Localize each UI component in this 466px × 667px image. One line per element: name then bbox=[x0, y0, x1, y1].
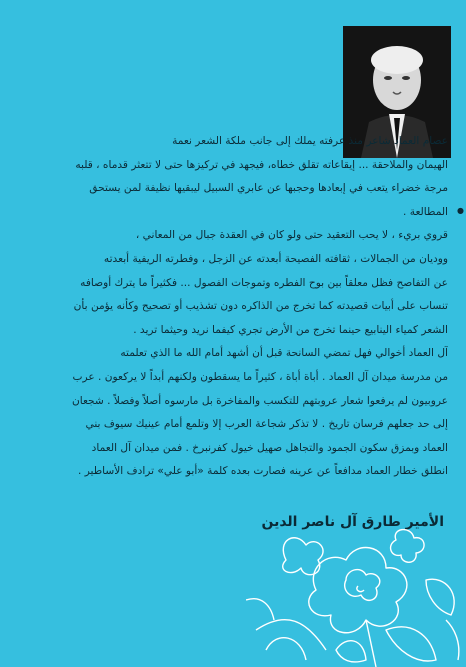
blurb-line: عروبيون لم يرفعوا شعار عروبتهم للتكسب والمفاخرة بل مارسوه أصلاً وفصلاً . شجعان bbox=[71, 394, 448, 407]
edge-mark-icon: ● bbox=[457, 206, 464, 215]
blurb-line: العماد وبمزق سكون الجمود والتجاهل صهيل خيول كفرنبرخ . فمن ميدان آل العماد bbox=[91, 441, 448, 454]
flower-illustration bbox=[246, 520, 466, 667]
blurb-line: عصام العماد شاعر منذ عرفته يملك إلى جانب ملكة الشعر نعمة bbox=[172, 135, 448, 147]
blurb-line: قروي بريء ، لا يحب التعقيد حتى ولو كان في العقدة جبال من المعاني ، bbox=[135, 229, 448, 242]
blurb-line: تنساب على أبيات قصيدته كما تخرج من الذاكره دون تشذيب أو تصحيح وكأنه يؤمن بأن bbox=[73, 300, 448, 313]
blurb-line: من مدرسة ميدان آل العماد . أباة أباة ، كثيراً ما يسقطون ولكنهم أبداً لا يركعون . عرب bbox=[72, 370, 448, 383]
blurb-line: مرجة خضراء يتعب في إبعادها وحجبها عن عابري السبيل ليبقيها نظيفة لمن يستحق bbox=[89, 182, 448, 195]
blurb-line: آل العماد أخوالي فهل تمضي السانحة قبل أن أشهد أمام الله ما الذي تعلمته bbox=[120, 347, 448, 360]
blurb-line: الشعر كمياء الينابيع حينما تخرج من الأرض تجري كيفما نريد وحيثما تريد . bbox=[133, 323, 448, 336]
blurb-line: انطلق خطار العماد مدافعاً عن عرينه فصارت بعده كلمة «أبو علي» ترادف الأساطير . bbox=[77, 465, 448, 478]
signature: الأمير طارق آل ناصر الدين bbox=[261, 514, 444, 530]
blurb-line: عن التفاصح فظل معلقاً بين بوح الفطره وتموجات الفصول ... فكثيراً ما يترك أوصافه bbox=[80, 276, 448, 289]
blurb-line: المطالعة . bbox=[403, 205, 448, 218]
blurb-line: ووديان من الجمالات ، ثقافته الفصيحة أبعدته عن الزجل ، وفطرته الريفية أبعدته bbox=[103, 252, 448, 265]
blurb-line: الهيمان والملاحقة ... إيقاعاته تقلق خطاه، فيجهد في تركيزها حتى لا تتعثر قدماه ، قلبه bbox=[75, 158, 448, 171]
blurb-text bbox=[8, 130, 448, 484]
blurb-line: إلى حد جعلهم فرسان تاريخ . لا تذكر شجاعة العرب إلا وتلمع أمام عينيك سيوف بني bbox=[85, 418, 448, 431]
